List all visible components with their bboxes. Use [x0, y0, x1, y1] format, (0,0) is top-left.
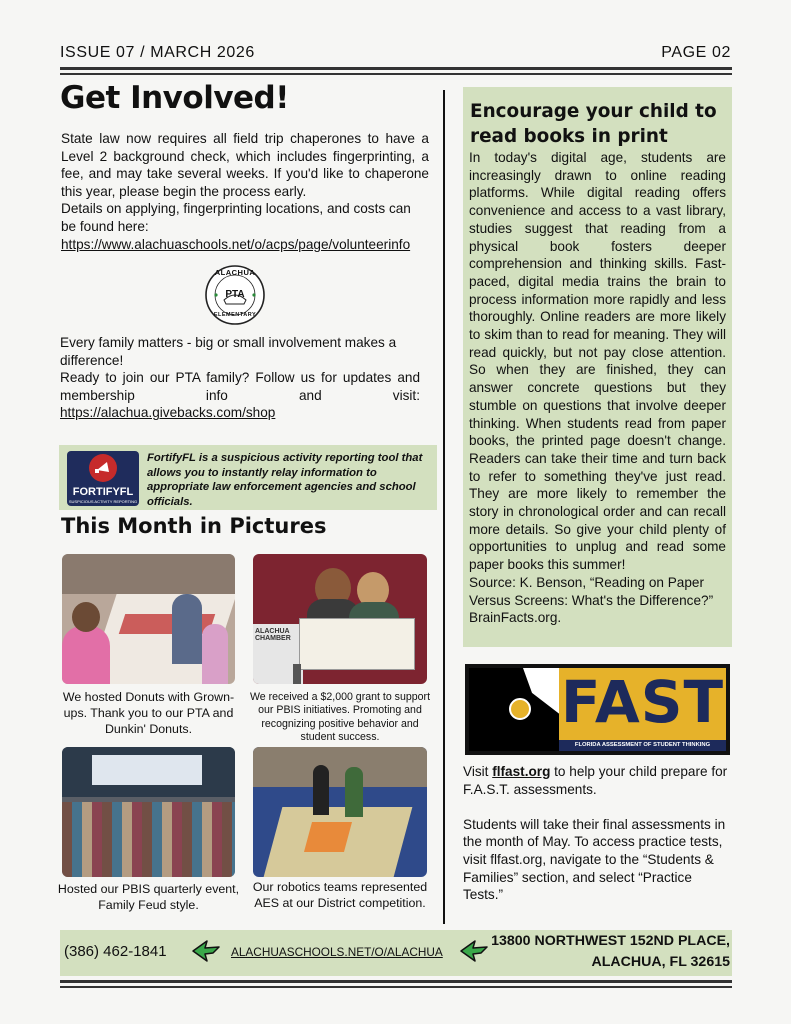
fast-logo-text: FAST [560, 668, 725, 736]
fast-paragraph: Students will take their final assessments in the month of May. To access practice tests, visit flfast.org, navigate to the “Students & Families” section, and select “Practice Tests.” [463, 816, 726, 903]
pta-logo-bottom-text: ELEMENTARY [213, 312, 257, 318]
fast-text [463, 763, 733, 904]
column-divider [443, 90, 445, 924]
footer-bar [60, 930, 732, 976]
reading-body [469, 149, 726, 627]
family-matters-paragraph: Every family matters - big or small involvement makes a difference! [60, 335, 397, 368]
header-rule-top [60, 67, 732, 70]
page-number: PAGE 02 [661, 44, 731, 61]
pta-logo-top-text: ALACHUA [214, 268, 256, 277]
footer-rule-bottom [60, 986, 732, 988]
megaphone-icon [89, 454, 117, 482]
flfast-link[interactable]: flfast.org [492, 764, 551, 779]
header-rule-bottom [60, 73, 732, 75]
photo-robotics [253, 747, 427, 877]
fast-seal-icon [509, 698, 531, 720]
caption-grant: We received a $2,000 grant to support our PBIS initiatives. Promoting and recognizing positive behavior and student success. [250, 691, 431, 744]
issue-label: ISSUE 07 / MARCH 2026 [60, 44, 255, 61]
photo-donuts-with-grownups [62, 554, 235, 684]
footer-phone[interactable]: (386) 462-1841 [64, 943, 167, 960]
details-paragraph: Details on applying, fingerprinting locations, and costs can be found here: [61, 201, 411, 234]
reading-paragraph: In today's digital age, students are increasingly drawn to online reading platforms. While digital reading offers convenience and access to a vast library, studies suggest that reading from a physical book fosters deeper comprehension and thinking skills. Fast-paced, digital media trains the brain to process information more rapidly and less thoroughly. Online readers are more likely to skim than to read for meaning. They will read quickly, but not pay close attention. So when they are finished, they can answer concrete questions but they stumble on questions that involve deeper thinking. When students read from paper books, the printed page doesn't change. Readers can take their time and turn back to refer to something they've just read. They are more likely to remember the story in chronological order and can recall more details. So give your child plenty of opportunities to unplug and read some paper books this summer! [469, 150, 726, 573]
fast-logo [465, 664, 730, 755]
chamber-sign-text: ALACHUA CHAMBER [255, 628, 291, 642]
fast-logo-subtext: FLORIDA ASSESSMENT OF STUDENT THINKING [559, 740, 726, 751]
footer-rule-top [60, 980, 732, 983]
caption-robotics: Our robotics teams represented AES at our District competition. [252, 880, 428, 910]
caption-family-feud: Hosted our PBIS quarterly event, Family Feud style. [57, 882, 240, 912]
pta-logo [204, 264, 266, 326]
get-involved-text [61, 130, 429, 253]
fortifyfl-banner [59, 445, 437, 510]
fortifyfl-logo-subtext: SUSPICIOUS ACTIVITY REPORTING [68, 499, 138, 504]
phone-arrow-icon [191, 939, 221, 968]
volunteer-info-link[interactable]: https://www.alachuaschools.net/o/acps/page/volunteerinfo [61, 236, 411, 252]
website-arrow-icon [459, 939, 489, 968]
footer-address [491, 931, 730, 973]
givebacks-shop-link[interactable]: https://alachua.givebacks.com/shop [60, 405, 276, 421]
pta-logo-center-text: PTA [225, 289, 245, 300]
footer-address-line2: ALACHUA, FL 32615 [591, 954, 730, 970]
photo-family-feud [62, 747, 235, 877]
pictures-title: This Month in Pictures [61, 514, 327, 538]
photo-pbis-grant [253, 554, 427, 684]
fast-visit-prefix: Visit [463, 764, 493, 779]
membership-text [60, 334, 420, 422]
fortifyfl-logo-text: FORTIFYFL [72, 486, 134, 498]
footer-address-line1: 13800 NORTHWEST 152ND PLACE, [491, 933, 730, 949]
caption-donuts: We hosted Donuts with Grown-ups. Thank you to our PTA and Dunkin' Donuts. [62, 690, 235, 736]
reading-source: Source: K. Benson, “Reading on Paper Versus Screens: What's the Difference?” BrainFacts.org. [469, 574, 714, 626]
fortifyfl-logo [67, 451, 139, 506]
reading-title: Encourage your child to read books in print [470, 101, 717, 147]
reading-callout [463, 87, 732, 647]
fortifyfl-description: FortifyFL is a suspicious activity reporting tool that allows you to instantly relay information to appropriate law enforcement agencies and school officials. [147, 452, 423, 508]
join-pta-paragraph: Ready to join our PTA family? Follow us for updates and membership info and visit: [60, 370, 420, 403]
get-involved-title: Get Involved! [60, 80, 289, 116]
chaperone-paragraph: State law now requires all field trip chaperones to have a Level 2 background check, which includes fingerprinting, a fee, and may take several weeks. If you'd like to chaperone this year, please begin the process early. [61, 131, 429, 199]
footer-website-link[interactable]: ALACHUASCHOOLS.NET/O/ALACHUA [231, 945, 443, 959]
fast-visit-suffix: to help your child prepare for F.A.S.T. assessments. [463, 764, 728, 797]
